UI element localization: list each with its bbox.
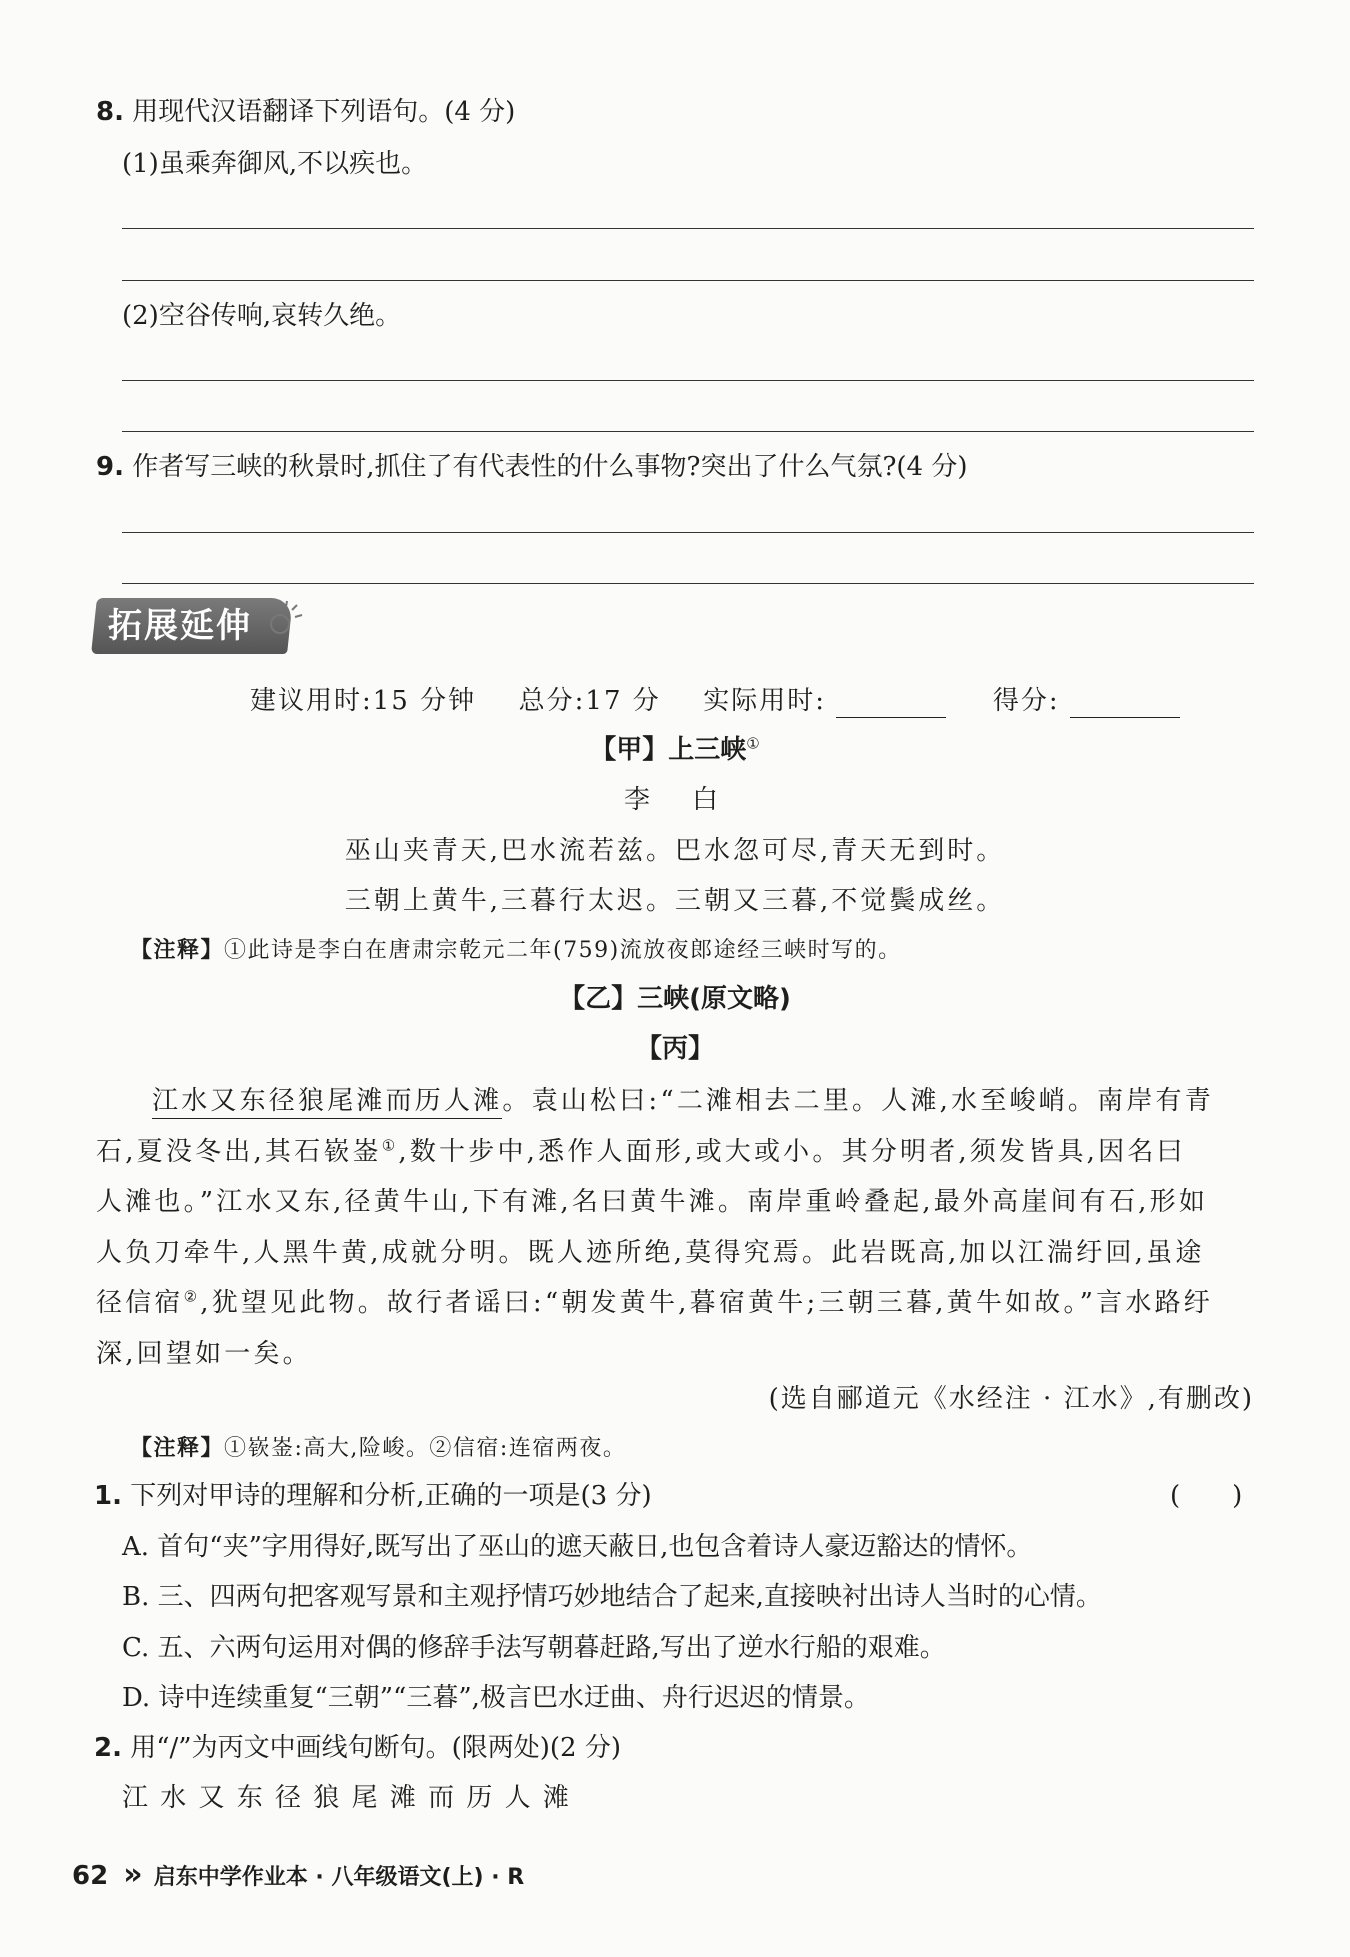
section-title: 拓展延伸 — [108, 606, 252, 646]
poem-line-1: 巫山夹青天,巴水流若兹。巴水忽可尽,青天无到时。 — [344, 836, 1006, 866]
note-label: 【注释】 — [130, 1436, 225, 1461]
question-9 — [96, 450, 967, 484]
footnote-marker: ② — [183, 1287, 201, 1306]
poem-note — [130, 936, 902, 966]
actual-time-label: 实际用时: — [703, 686, 827, 716]
question-number: 9. — [96, 452, 124, 482]
option-d: D. 诗中连续重复“三朝”“三暮”,极言巴水迂曲、舟行迟迟的情景。 — [122, 1683, 870, 1713]
question-2 — [94, 1731, 621, 1765]
answer-line — [122, 583, 1254, 584]
question-number: 8. — [96, 97, 124, 127]
poem-line-2: 三朝上黄牛,三暮行太迟。三朝又三暮,不觉鬓成丝。 — [344, 886, 1006, 916]
answer-line — [122, 228, 1254, 229]
answer-line — [122, 280, 1254, 281]
note-label: 【注释】 — [130, 938, 225, 963]
passage-note — [130, 1434, 626, 1464]
question-number: 2. — [94, 1733, 122, 1763]
question-8-sub-2: (2)空谷传响,哀转久绝。 — [122, 301, 402, 331]
passage-bing-body: 江水又东径狼尾滩而历人滩。袁山松曰:“二滩相去二里。人滩,水至峻峭。南岸有青 石,夏没冬出,其石嵚崟①,数十步中,悉作人面形,或大或小。其分明者,须发皆具,因名曰 人滩也。”江水又东,径黄牛山,下有滩,名曰黄牛滩。南岸重岭叠起,最外高崖间有石,形如 人负刀牵牛,人黑牛黄,成就分明。既人迹所绝,莫得究焉。此岩既高,加以江湍纡回,虽途 径信宿②,犹望见此物。故行者谣曰:“朝发黄牛,暮宿黄牛;三朝三暮,黄牛如故。”言水路纡 深,回望如一矣。 — [96, 1086, 1214, 1369]
suggested-time: 建议用时:15 分钟 — [250, 686, 477, 716]
question-number: 1. — [94, 1481, 122, 1511]
option-a: A. 首句“夹”字用得好,既写出了巫山的遮天蔽日,也包含着诗人豪迈豁达的情怀。 — [122, 1532, 1033, 1562]
question-text: 下列对甲诗的理解和分析,正确的一项是(3 分) — [130, 1481, 652, 1511]
time-score-row — [250, 684, 1180, 718]
question-8 — [96, 95, 515, 129]
sparkle-icon — [266, 600, 306, 640]
answer-line — [122, 532, 1254, 533]
option-c: C. 五、六两句运用对偶的修辞手法写朝暮赶路,写出了逆水行船的艰难。 — [122, 1633, 946, 1663]
page-footer — [72, 1857, 524, 1892]
passage-yi-title: 【乙】三峡(原文略) — [559, 984, 791, 1014]
total-score: 总分:17 分 — [518, 686, 661, 716]
question-text: 作者写三峡的秋景时,抓住了有代表性的什么事物?突出了什么气氛?(4 分) — [132, 452, 968, 482]
answer-line — [122, 380, 1254, 381]
question-text: 用“/”为丙文中画线句断句。(限两处)(2 分) — [130, 1733, 621, 1763]
underlined-sentence: 江水又东径狼尾滩而历人滩 — [152, 1086, 502, 1119]
book-title: 启东中学作业本 · 八年级语文(上) · R — [153, 1865, 525, 1890]
double-chevron-icon: » — [123, 1857, 143, 1892]
page-number: 62 — [72, 1861, 109, 1891]
question-1 — [94, 1479, 652, 1513]
note-text: ①嵚崟:高大,险峻。②信宿:连宿两夜。 — [224, 1436, 627, 1461]
answer-parentheses[interactable]: ( ) — [1170, 1481, 1243, 1511]
question-text: 用现代汉语翻译下列语句。(4 分) — [132, 97, 516, 127]
score-label: 得分: — [992, 686, 1060, 716]
poem-title: 【甲】上三峡① — [590, 734, 760, 765]
footnote-marker: ① — [746, 734, 760, 753]
sentence-to-segment[interactable]: 江 水 又 东 径 狼 尾 滩 而 历 人 滩 — [122, 1783, 571, 1813]
poem-author: 李 白 — [623, 785, 726, 815]
option-b: B. 三、四两句把客观写景和主观抒情巧妙地结合了起来,直接映衬出诗人当时的心情。 — [122, 1582, 1102, 1612]
passage-bing-title: 【丙】 — [635, 1034, 714, 1064]
footnote-marker: ① — [381, 1135, 399, 1154]
answer-line — [122, 431, 1254, 432]
score-field[interactable] — [1070, 693, 1180, 718]
actual-time-field[interactable] — [836, 693, 946, 718]
question-8-sub-1: (1)虽乘奔御风,不以疾也。 — [122, 149, 428, 179]
note-text: ①此诗是李白在唐肃宗乾元二年(759)流放夜郎途经三峡时写的。 — [224, 938, 902, 963]
passage-source: (选自郦道元《水经注 · 江水》,有删改) — [768, 1384, 1254, 1414]
